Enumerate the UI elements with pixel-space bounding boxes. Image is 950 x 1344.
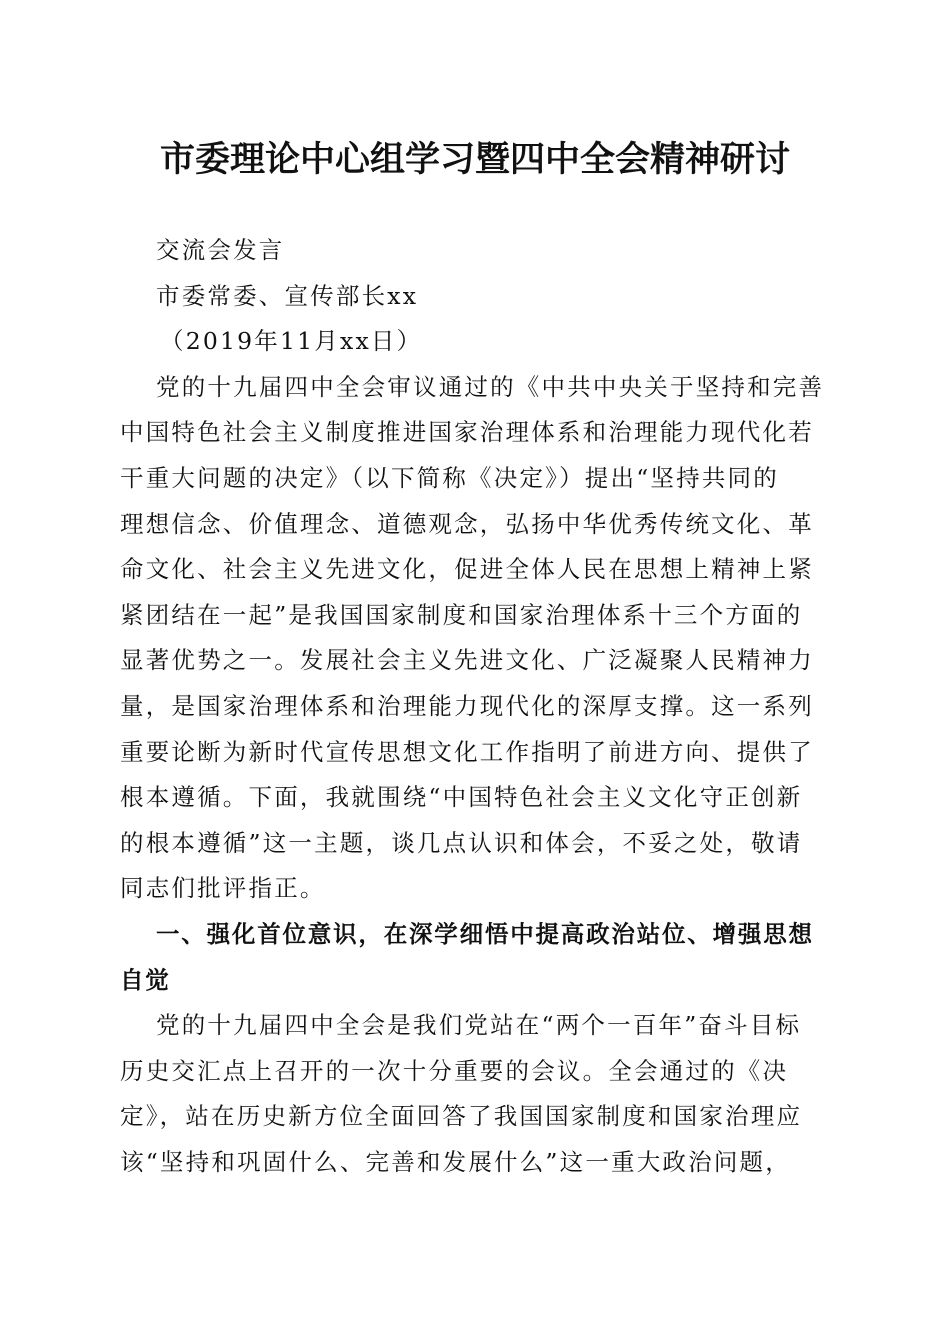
paragraph-line: 党的十九届四中全会是我们党站在“两个一百年”奋斗目标	[156, 1011, 802, 1040]
section-heading-1	[120, 912, 826, 1003]
paragraph-line: 量，是国家治理体系和治理能力现代化的深厚支撑。这一系列	[120, 691, 814, 720]
paragraph-line: 命文化、社会主义先进文化，促进全体人民在思想上精神上紧	[120, 555, 814, 584]
date-line: （2019年11月xx日）	[160, 327, 423, 356]
paragraph-line: 定》，站在历史新方位全面回答了我国国家制度和国家治理应	[120, 1102, 803, 1131]
paragraph-line: 同志们批评指正。	[120, 874, 326, 903]
paragraph-line: 紧团结在一起”是我国国家制度和国家治理体系十三个方面的	[120, 600, 803, 629]
document-body	[120, 228, 826, 1185]
heading-line: 自觉	[120, 965, 171, 994]
paragraph-line: 该“坚持和巩固什么、完善和发展什么”这一重大政治问题，	[120, 1147, 791, 1176]
subtitle-line: 交流会发言	[156, 236, 285, 264]
paragraph-line: 中国特色社会主义制度推进国家治理体系和治理能力现代化若	[120, 418, 814, 447]
paragraph-intro	[120, 365, 826, 912]
paragraph-section-1	[120, 1003, 826, 1185]
paragraph-line: 历史交汇点上召开的一次十分重要的会议。全会通过的《决	[120, 1056, 789, 1085]
paragraph-line: 党的十九届四中全会审议通过的《中共中央关于坚持和完善	[156, 372, 825, 401]
paragraph-line: 理想信念、价值理念、道德观念，弘扬中华优秀传统文化、革	[120, 509, 814, 538]
author-line: 市委常委、宣传部长xx	[156, 281, 419, 310]
paragraph-line: 的根本遵循”这一主题，谈几点认识和体会，不妥之处，敬请	[120, 828, 803, 857]
paragraph-line: 根本遵循。下面，我就围绕“中国特色社会主义文化守正创新	[120, 783, 803, 812]
heading-line: 一、强化首位意识，在深学细悟中提高政治站位、增强思想	[156, 919, 814, 948]
paragraph-line: 干重大问题的决定》（以下简称《决定》）提出“坚持共同的	[120, 463, 779, 492]
paragraph-line: 重要论断为新时代宣传思想文化工作指明了前进方向、提供了	[120, 737, 814, 766]
paragraph-line: 显著优势之一。发展社会主义先进文化、广泛凝聚人民精神力	[120, 646, 814, 675]
document-title: 市委理论中心组学习暨四中全会精神研讨	[159, 139, 790, 180]
